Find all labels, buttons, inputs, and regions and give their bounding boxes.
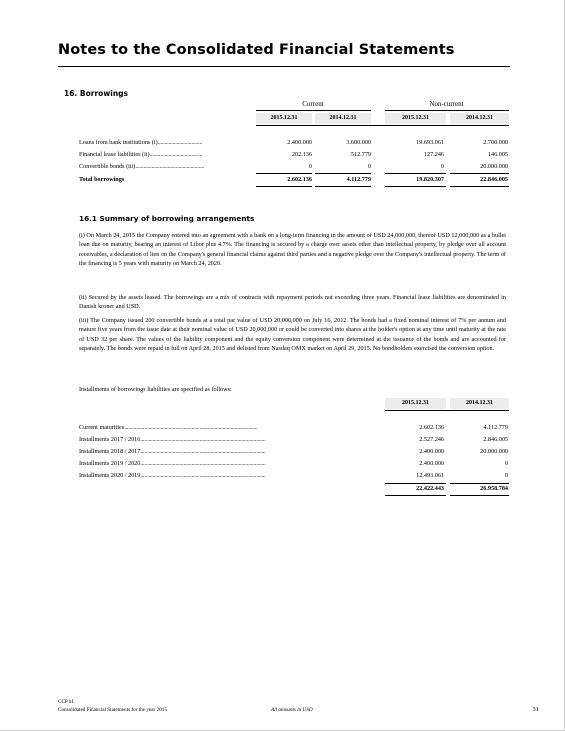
col-header: 2015.12.31 xyxy=(385,113,446,124)
cell-value: 2.400.000 xyxy=(287,139,312,146)
cell-value: 127.246 xyxy=(423,151,444,158)
total-line xyxy=(450,495,509,496)
total-value: 22.846.005 xyxy=(480,176,508,183)
group-current-line xyxy=(256,110,371,111)
cell-value: 20.000.000 xyxy=(480,448,508,455)
header-underline xyxy=(385,410,509,411)
col-header: 2015.12.31 xyxy=(256,113,312,124)
leader-dots: ................................................... xyxy=(135,163,205,170)
total-line xyxy=(385,186,446,187)
cell-value: 0 xyxy=(367,163,371,170)
cell-value: 2.602.136 xyxy=(419,424,444,431)
cell-value: 2.527.246 xyxy=(419,436,444,443)
paragraph: (iii) The Company issued 200 convertible bonds at a total par value of USD 20,000,000 on July 16, 2012. The bonds had a fixed nominal interest of 7% per annum and mature five years from the issue date at their nominal value of USD 20,000,000 or could be converted into shares at the holder's option at any time until maturity at the rate of USD 32 per share. The values of the liability component and the equity conversion component were determined at the issuance of the bonds and are accounted for separately. The bonds were repaid in full on April 28, 2015 and delisted from Nasdaq OMX market on April 29, 2015. No bondholders exercised the conversion option. xyxy=(79,317,506,353)
paragraph: (i) On March 24, 2015 the Company entered into an agreement with a bank on a long-term financing in the amount of USD 24,000,000, thereof USD 12,000,000 as a bullet loan due on maturity, bearing an interest of Libor plus 4.7%. The financing is secured by a charge over assets other than intellectual property, by pledge over all account receivables, a declaration of lien on the Company's general financial claims against third parties and a negative pledge over the Company's intellectual property. The term of the financing is 5 years with maturity on March 24, 2020. xyxy=(79,232,506,268)
col-header: 2015.12.31 xyxy=(385,398,446,409)
cell-value: 0 xyxy=(504,460,508,467)
cell-value: 512.779 xyxy=(350,151,371,158)
total-line xyxy=(256,186,312,187)
col-header: 2014.12.31 xyxy=(315,113,371,124)
cell-value: 2.846.005 xyxy=(483,436,508,443)
footer-company: CCP hf. xyxy=(58,699,75,705)
cell-value: 20.000.000 xyxy=(480,163,508,170)
group-noncurrent-line xyxy=(385,110,509,111)
total-value: 22.422.443 xyxy=(416,485,444,492)
subtotal-line xyxy=(385,483,446,484)
total-line xyxy=(315,186,371,187)
header-underline xyxy=(256,125,509,126)
row-label: Installments 2020 / 2019 xyxy=(79,472,141,479)
cell-value: 146.005 xyxy=(487,151,508,158)
total-value: 19.820.307 xyxy=(416,176,444,183)
cell-value: 0 xyxy=(504,472,508,479)
leader-dots: ................................................................................................... xyxy=(124,424,258,431)
cell-value: 0 xyxy=(308,163,312,170)
leader-dots: ....................................... xyxy=(149,151,203,158)
total-label: Total borrowings xyxy=(79,176,125,183)
total-value: 4.112.779 xyxy=(346,176,371,183)
leader-dots: ............................................................................................. xyxy=(140,460,266,467)
subtotal-line xyxy=(315,173,371,174)
cell-value: 4.112.779 xyxy=(483,424,508,431)
cell-value: 19.693.061 xyxy=(416,139,444,146)
leader-dots: ............................................................................................. xyxy=(140,472,266,479)
footer-currency-note: All amounts in USD xyxy=(271,707,313,713)
row-label: Financial lease liabilities (ii) xyxy=(79,151,150,158)
cell-value: 2.400.000 xyxy=(419,448,444,455)
paragraph: Installments of borrowings liabilities are specified as follows: xyxy=(79,386,232,393)
row-label: Convertible bonds (iii) xyxy=(79,163,136,170)
subsection-heading: 16.1 Summary of borrowing arrangements xyxy=(79,214,255,223)
leader-dots: ............................................................................................. xyxy=(140,436,266,443)
page-number: 31 xyxy=(532,706,539,713)
cell-value: 3.600.000 xyxy=(346,139,371,146)
total-line xyxy=(385,495,446,496)
leader-dots: ................................. xyxy=(157,139,203,146)
subtotal-line xyxy=(450,483,509,484)
cell-value: 2.400.000 xyxy=(419,460,444,467)
subtotal-line xyxy=(256,173,312,174)
row-label: Current maturities xyxy=(79,424,125,431)
row-label: Installments 2017 / 2016 xyxy=(79,436,141,443)
paragraph: (ii) Secured by the assets leased. The borrowings are a mix of contracts with repayment periods not exceeding three years. Financial lease liabilities are denominated in Danish kroner and USD. xyxy=(79,294,506,311)
subtotal-line xyxy=(450,173,509,174)
row-label: Installments 2018 / 2017 xyxy=(79,448,141,455)
row-label: Loans from bank institutions (i) xyxy=(79,139,158,146)
section-heading: 16. Borrowings xyxy=(64,89,128,98)
title-rule xyxy=(58,66,510,67)
cell-value: 202.136 xyxy=(291,151,312,158)
cell-value: 12.493.061 xyxy=(416,472,444,479)
col-header: 2014.12.31 xyxy=(450,398,509,409)
total-line xyxy=(450,186,509,187)
row-label: Installments 2019 / 2020 xyxy=(79,460,141,467)
total-value: 26.958.784 xyxy=(480,485,508,492)
subtotal-line xyxy=(385,173,446,174)
group-current: Current xyxy=(302,100,324,108)
cell-value: 0 xyxy=(440,163,444,170)
leader-dots: ............................................................................................. xyxy=(140,448,266,455)
group-noncurrent: Non-current xyxy=(429,100,464,108)
page-title: Notes to the Consolidated Financial Statements xyxy=(58,42,455,58)
cell-value: 2.700.000 xyxy=(483,139,508,146)
total-value: 2.602.136 xyxy=(287,176,312,183)
col-header: 2014.12.31 xyxy=(450,113,509,124)
footer-document: Consolidated Financial Statements for the year 2015 xyxy=(58,707,167,713)
